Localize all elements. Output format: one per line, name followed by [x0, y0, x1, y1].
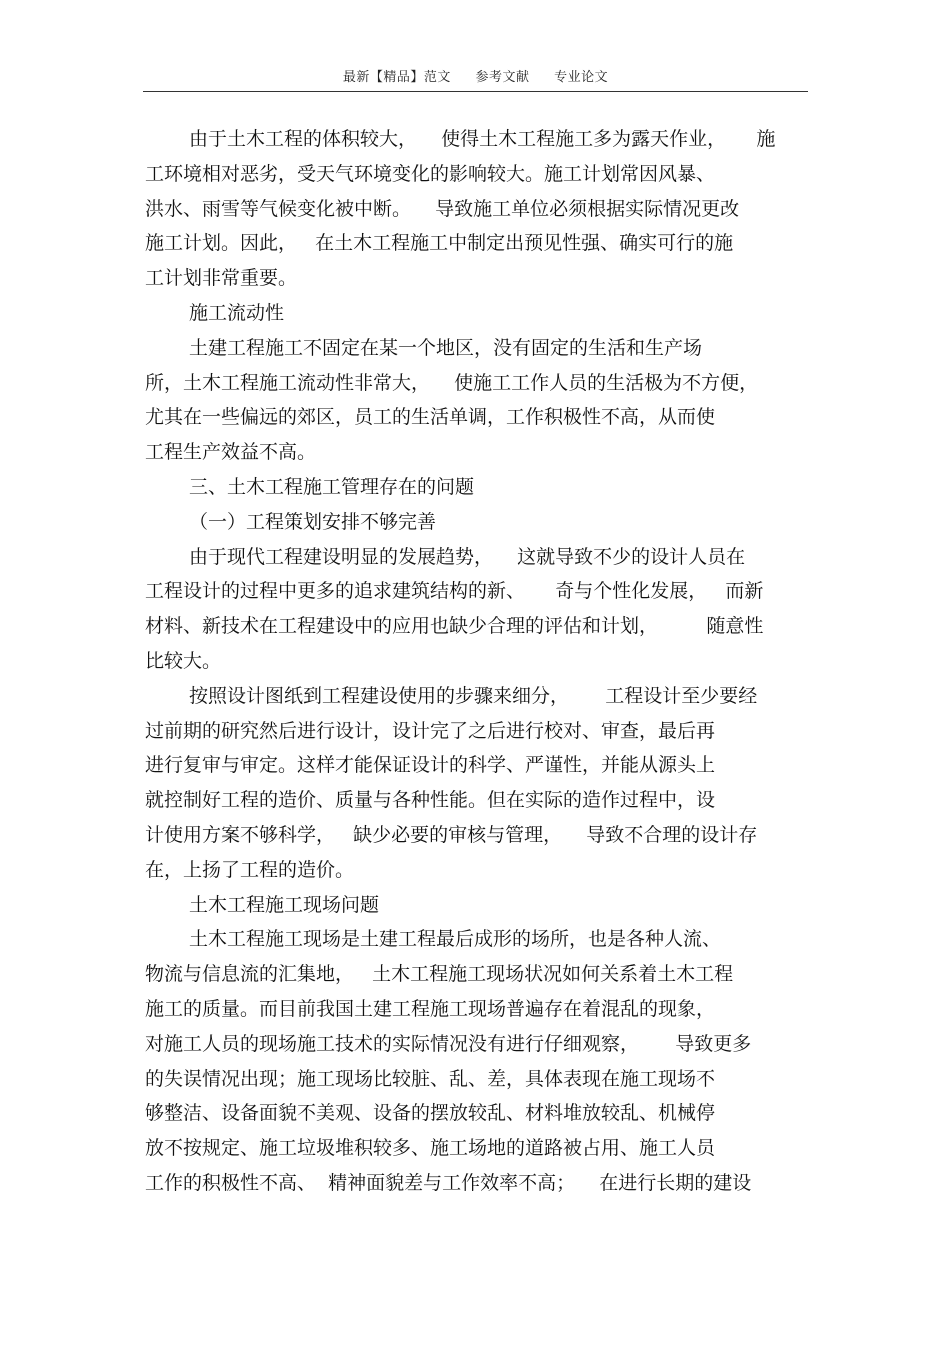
text-line: 放不按规定、施工垃圾堆积较多、施工场地的道路被占用、施工人员	[145, 1137, 716, 1160]
text-line: 工程生产效益不高。	[145, 441, 317, 464]
text-line: 施工流动性	[189, 301, 285, 324]
text-line: 工计划非常重要。	[145, 267, 298, 290]
text-line: 物流与信息流的汇集地， 土木工程施工现场状况如何关系着土木工程	[145, 963, 734, 986]
text-line: 的失误情况出现；施工现场比较脏、乱、差，具体表现在施工现场不	[145, 1067, 716, 1090]
text-line: 就控制好工程的造价、质量与各种性能。但在实际的造作过程中，设	[145, 789, 716, 812]
text-line: 所，土木工程施工流动性非常大， 使施工工作人员的生活极为不方便，	[145, 371, 759, 394]
text-line: 施工的质量。而目前我国土建工程施工现场普遍存在着混乱的现象，	[145, 997, 716, 1020]
text-line: 按照设计图纸到工程建设使用的步骤来细分， 工程设计至少要经	[189, 684, 758, 707]
text-line: 工程设计的过程中更多的追求建筑结构的新、 奇与个性化发展， 而新	[145, 580, 764, 603]
document-body	[145, 122, 810, 1201]
text-line: 够整洁、设备面貌不美观、设备的摆放较乱、材料堆放较乱、机械停	[145, 1102, 716, 1125]
text-line: 工环境相对恶劣，受天气环境变化的影响较大。施工计划常因风暴、	[145, 162, 716, 185]
text-line: 由于土木工程的体积较大， 使得土木工程施工多为露天作业， 施	[189, 128, 776, 150]
header-item-featured-essay: 最新【精品】范文	[342, 70, 451, 85]
header-item-references: 参考文献	[475, 70, 530, 85]
text-line: 施工计划。因此， 在土木工程施工中制定出预见性强、确实可行的施	[145, 232, 734, 255]
header-divider	[143, 91, 808, 92]
text-line: 三、土木工程施工管理存在的问题	[189, 475, 475, 498]
text-line: 比较大。	[145, 649, 222, 672]
text-line: 土木工程施工现场问题	[189, 893, 380, 916]
text-line: 对施工人员的现场施工技术的实际情况没有进行仔细观察， 导致更多	[145, 1032, 752, 1055]
text-line: （一）工程策划安排不够完善	[189, 510, 437, 533]
text-line: 洪水、雨雪等气候变化被中断。 导致施工单位必须根据实际情况更改	[145, 197, 740, 220]
text-line: 计使用方案不够科学， 缺少必要的审核与管理， 导致不合理的设计存	[145, 823, 758, 846]
text-line: 过前期的研究然后进行设计，设计完了之后进行校对、审查，最后再	[145, 719, 716, 742]
text-line: 在，上扬了工程的造价。	[145, 858, 355, 881]
text-line: 进行复审与审定。这样才能保证设计的科学、严谨性，并能从源头上	[145, 754, 716, 777]
text-line: 土木工程施工现场是土建工程最后成形的场所，也是各种人流、	[189, 928, 722, 951]
text-line: 尤其在一些偏远的郊区，员工的生活单调，工作积极性不高，从而使	[145, 406, 716, 429]
header-item-professional-paper: 专业论文	[554, 70, 609, 85]
page-header	[143, 66, 808, 90]
text-line: 材料、新技术在工程建设中的应用也缺少合理的评估和计划， 随意性	[145, 615, 764, 638]
text-line: 土建工程施工不固定在某一个地区，没有固定的生活和生产场	[189, 336, 703, 359]
text-line: 工作的积极性不高、 精神面貌差与工作效率不高； 在进行长期的建设	[145, 1171, 752, 1194]
text-line: 由于现代工程建设明显的发展趋势， 这就导致不少的设计人员在	[189, 545, 746, 568]
